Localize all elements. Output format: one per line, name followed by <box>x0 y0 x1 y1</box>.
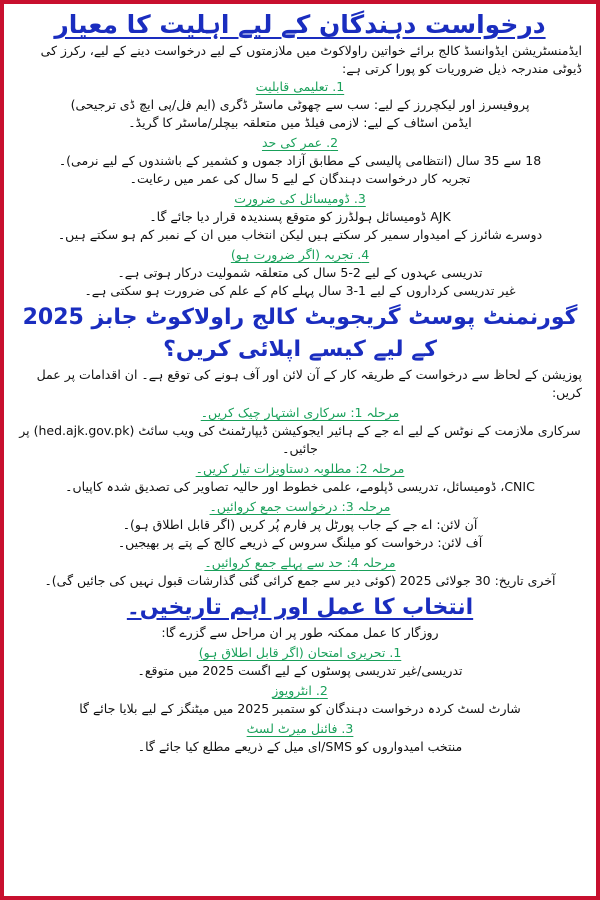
selection-intro: روزگار کا عمل ممکنہ طور پر ان مراحل سے گزرے گا: <box>161 625 439 640</box>
eligibility-4-heading: 4. تجربہ (اگر ضرورت ہو) <box>230 247 370 262</box>
page-title: درخواست دہندگان کے لیے اہلیت کا معیار <box>54 10 546 39</box>
step-1-heading: مرحلہ 1: سرکاری اشتہار چیک کریں۔ <box>200 405 400 420</box>
step-3-line-1: آن لائن: اے جے کے جاب پورٹل پر فارم پُر کریں (اگر قابل اطلاق ہو)۔ <box>122 517 478 532</box>
apply-section-title: گورنمنٹ پوسٹ گریجویٹ کالج راولاکوٹ جابز 2025 کے لیے کیسے اپلائی کریں؟ <box>22 305 578 362</box>
eligibility-4-line-2: غیر تدریسی کرداروں کے لیے 1-3 سال پہلے کام کے علم کی ضرورت ہو سکتی ہے۔ <box>84 283 516 298</box>
eligibility-3-line-2: دوسرے شائرز کے امیدوار سمیر کر سکتے ہیں لیکن انتخاب میں ان کے نمبر کم ہو سکتے ہیں۔ <box>57 227 543 242</box>
document-content <box>4 8 596 756</box>
step-4-heading: مرحلہ 4: حد سے پہلے جمع کروائیں۔ <box>204 555 396 570</box>
step-4-line-1: آخری تاریخ: 30 جولائی 2025 (کوئی دیر سے جمع کرائی گئی گذارشات قبول نہیں کی جائیں گی)۔ <box>44 573 556 588</box>
selection-3-line-1: منتخب امیدواروں کو SMS/ای میل کے ذریعے مطلع کیا جائے گا۔ <box>137 739 463 754</box>
selection-3-heading: 3. فائنل میرٹ لسٹ <box>246 721 354 736</box>
eligibility-2-line-2: تجربہ کار درخواست دہندگان کے لیے 5 سال کی عمر میں رعایت۔ <box>129 171 471 186</box>
step-2-heading: مرحلہ 2: مطلوبہ دستاویزات تیار کریں۔ <box>195 461 405 476</box>
selection-1-line-1: تدریسی/غیر تدریسی پوسٹوں کے لیے اگست 2025 میں متوقع۔ <box>137 663 463 678</box>
eligibility-2-heading: 2. عمر کی حد <box>261 135 339 150</box>
apply-intro: پوزیشن کے لحاظ سے درخواست کے طریقہ کار کے آن لائن اور آف ہونے کی توقع ہے۔ ان اقدامات پر عمل کریں: <box>36 367 582 400</box>
eligibility-4-line-1: تدریسی عہدوں کے لیے 2-5 سال کی متعلقہ شمولیت درکار ہوتی ہے۔ <box>117 265 483 280</box>
selection-2-heading: 2. انٹرویوز <box>272 683 328 698</box>
eligibility-2-line-1: 18 سے 35 سال (انتظامی پالیسی کے مطابق آزاد جموں و کشمیر کے باشندوں کے لیے نرمی)۔ <box>58 153 542 168</box>
eligibility-3-line-1: AJK ڈومیسائل ہولڈرز کو متوقع پسندیدہ قرار دیا جائے گا۔ <box>149 209 451 224</box>
step-2-line-1: CNIC، ڈومیسائل، تدریسی ڈپلومے، علمی خطوط اور حالیہ تصاویر کی تصدیق شدہ کاپیاں۔ <box>65 479 535 494</box>
eligibility-1-heading: 1. تعلیمی قابلیت <box>255 79 345 94</box>
step-1-line-1: سرکاری ملازمت کے نوٹس کے لیے اے جے کے ہائیر ایجوکیشن ڈیپارٹمنٹ کی ویب سائٹ (hed.ajk.gov.pk) پر جائیں۔ <box>19 423 581 456</box>
selection-1-heading: 1. تحریری امتحان (اگر قابل اطلاق ہو) <box>198 645 402 660</box>
eligibility-3-heading: 3. ڈومیسائل کی ضرورت <box>234 191 366 206</box>
step-3-heading: مرحلہ 3: درخواست جمع کروائیں۔ <box>209 499 391 514</box>
selection-section-title: انتخاب کا عمل اور اہم تاریخیں۔ <box>126 595 474 620</box>
intro-paragraph: ایڈمنسٹریشن ایڈوانسڈ کالج برائے خواتین راولاکوٹ میں ملازمتوں کے لیے درخواست دینے کے لیے، رکرز کی ڈیوٹی مندرجہ ذیل ضروریات کو پورا کرتی ہے: <box>40 43 582 76</box>
eligibility-1-line-2: ایڈمن اسٹاف کے لیے: لازمی فیلڈ میں متعلقہ بیچلر/ماسٹر کا گریڈ۔ <box>128 115 472 130</box>
selection-2-line-1: شارٹ لسٹ کردہ درخواست دہندگان کو ستمبر 2025 میں میٹنگز کے لیے بلایا جائے گا <box>79 701 521 716</box>
step-3-line-2: آف لائن: درخواست کو میلنگ سروس کے ذریعے کالج کے پتے پر بھیجیں۔ <box>117 535 483 550</box>
eligibility-1-line-1: پروفیسرز اور لیکچررز کے لیے: سب سے چھوٹی ماسٹر ڈگری (ایم فل/پی ایچ ڈی ترجیحی) <box>70 97 530 112</box>
